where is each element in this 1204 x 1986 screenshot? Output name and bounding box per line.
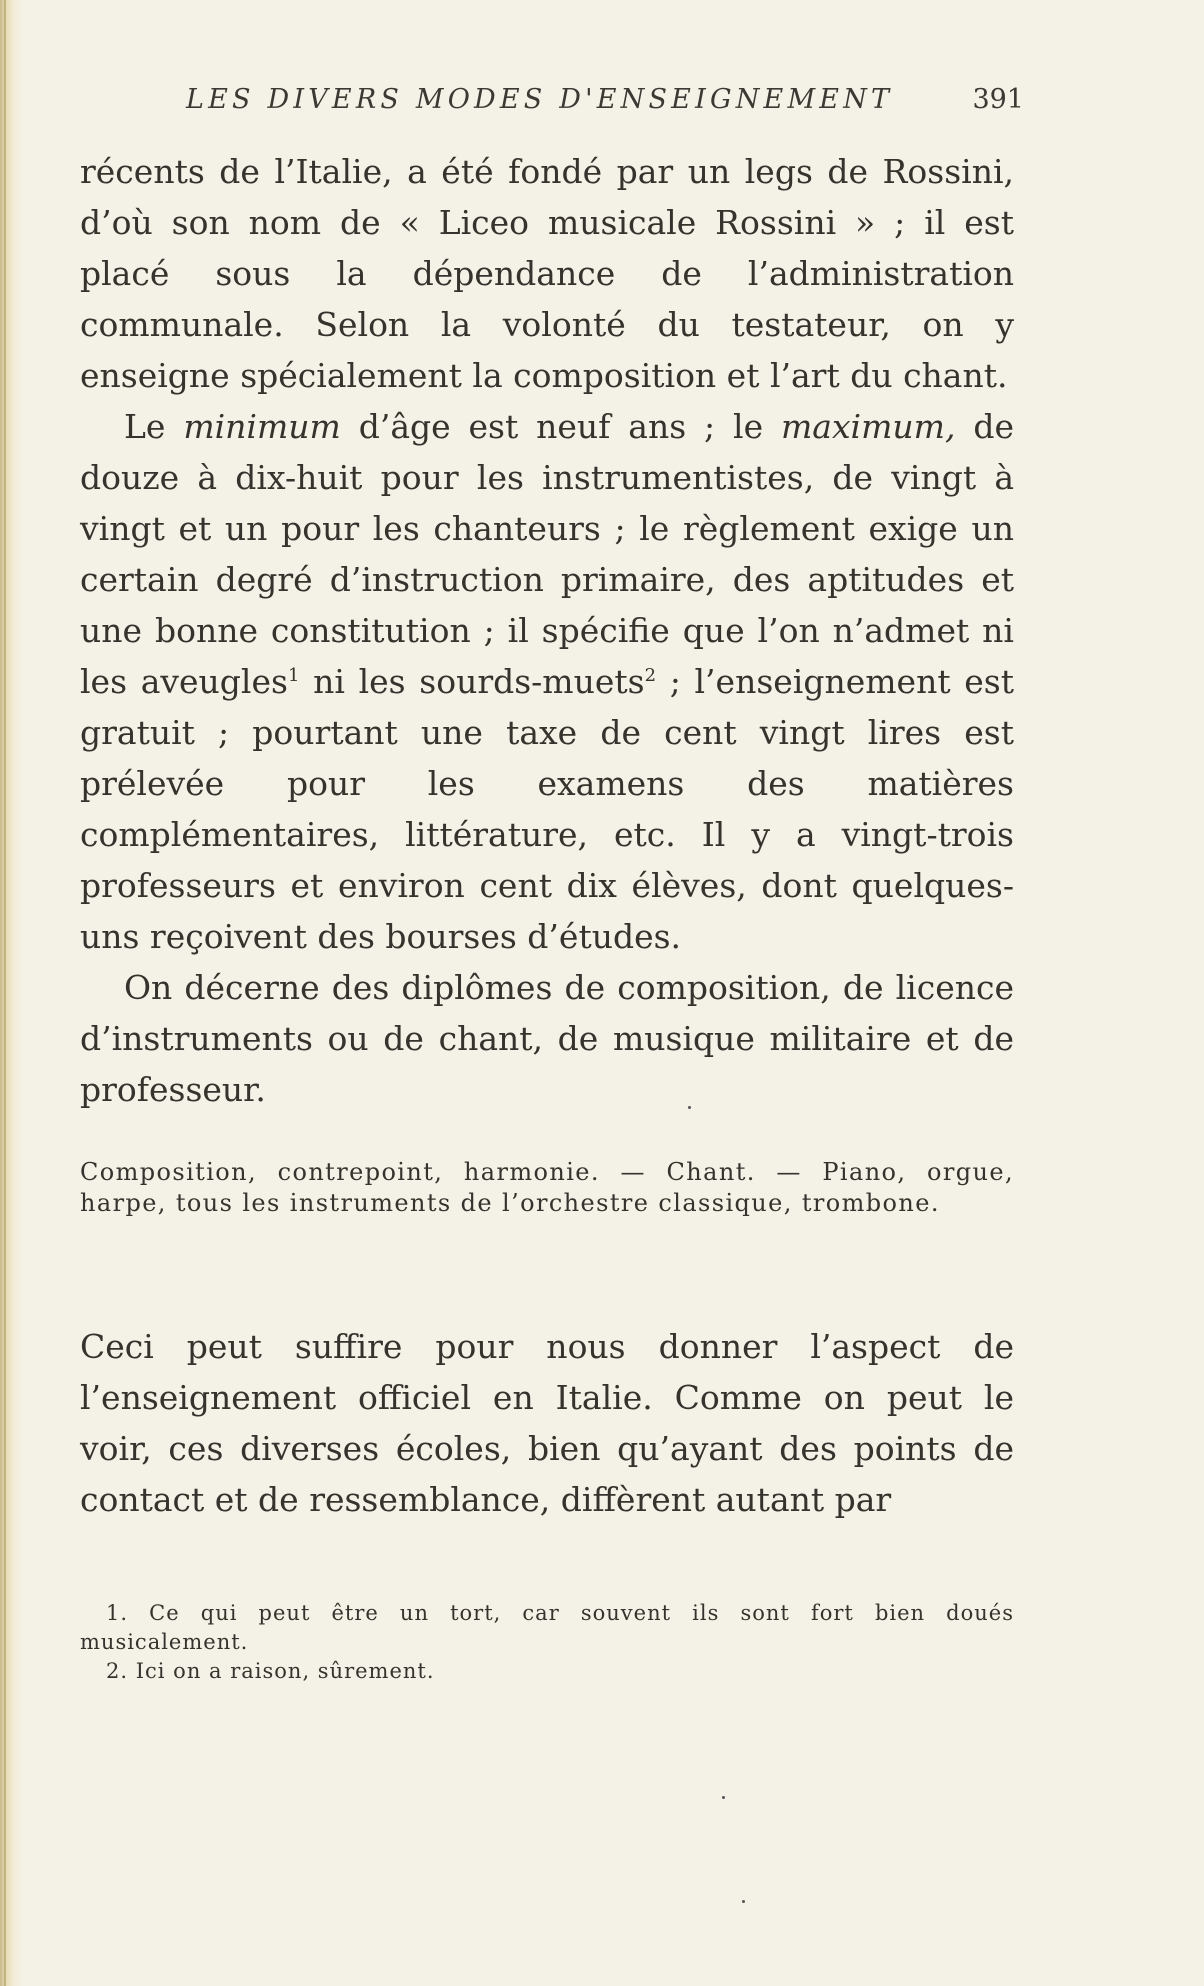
footnote-2	[80, 1657, 1014, 1686]
paper-speck	[722, 1796, 725, 1799]
text-segment: ni les sourds-muets	[299, 662, 645, 701]
footnote-number: 1.	[106, 1601, 129, 1625]
footnote-text: Ce qui peut être un tort, car souvent ils sont fort bien doués musicalement.	[80, 1601, 1014, 1654]
footnote-text: Ici on a raison, sûrement.	[135, 1659, 435, 1683]
text-segment: Le	[124, 407, 184, 446]
running-head	[80, 84, 1024, 120]
page-binding-edge	[0, 0, 22, 1986]
running-title: LES DIVERS MODES D'ENSEIGNEMENT	[186, 84, 894, 115]
closing-paragraph: Ceci peut suffire pour nous donner l’aspect de l’enseignement officiel en Italie. Comme on peut le voir, ces diverses écoles, bien qu’ayant des points de contact et de ressemblance, diffèrent autant par	[80, 1327, 1014, 1519]
footnote-number: 2.	[106, 1659, 129, 1683]
footnote-ref-1: 1	[287, 665, 300, 686]
page-number: 391	[972, 84, 1024, 115]
main-text	[80, 146, 1014, 1115]
paper-speck	[688, 1106, 691, 1109]
italic-term-maximum: maximum,	[780, 407, 956, 446]
paragraph-diplomas: On décerne des diplômes de composition, de licence d’instruments ou de chant, de musique militaire et de professeur.	[80, 968, 1014, 1109]
subjects-list: Composition, contrepoint, harmonie. — Chant. — Piano, orgue, harpe, tous les instruments de l’orchestre classique, trombone.	[80, 1158, 1014, 1217]
footnote-1	[80, 1599, 1014, 1657]
footnote-ref-2: 2	[644, 665, 657, 686]
footnotes	[80, 1599, 1014, 1686]
paragraph-admission	[80, 401, 1014, 962]
text-segment: de douze à dix-huit pour les instrumentistes, de vingt à vingt et un pour les chanteurs ; le règlement exige un certain degré d’instruction primaire, des aptitudes et une bonne constitution ; il spécifie que l’on n’admet ni les aveugles	[80, 407, 1014, 701]
text-segment: ; l’enseignement est gratuit ; pourtant une taxe de cent vingt lires est prélevée pour les examens des matières complémentaires, littérature, etc. Il y a vingt-trois professeurs et environ cent dix élèves, dont quelques-uns reçoivent des bourses d’études.	[80, 662, 1014, 956]
text-segment: d’âge est neuf ans ; le	[340, 407, 781, 446]
paper-speck	[742, 1900, 745, 1903]
italic-term-minimum: minimum	[183, 407, 341, 446]
paragraph-continuation: récents de l’Italie, a été fondé par un legs de Rossini, d’où son nom de « Liceo musicale Rossini » ; il est placé sous la dépendance de l’administration communale. Selon la volonté du testateur, on y enseigne spécialement la composition et l’art du chant.	[80, 152, 1014, 395]
